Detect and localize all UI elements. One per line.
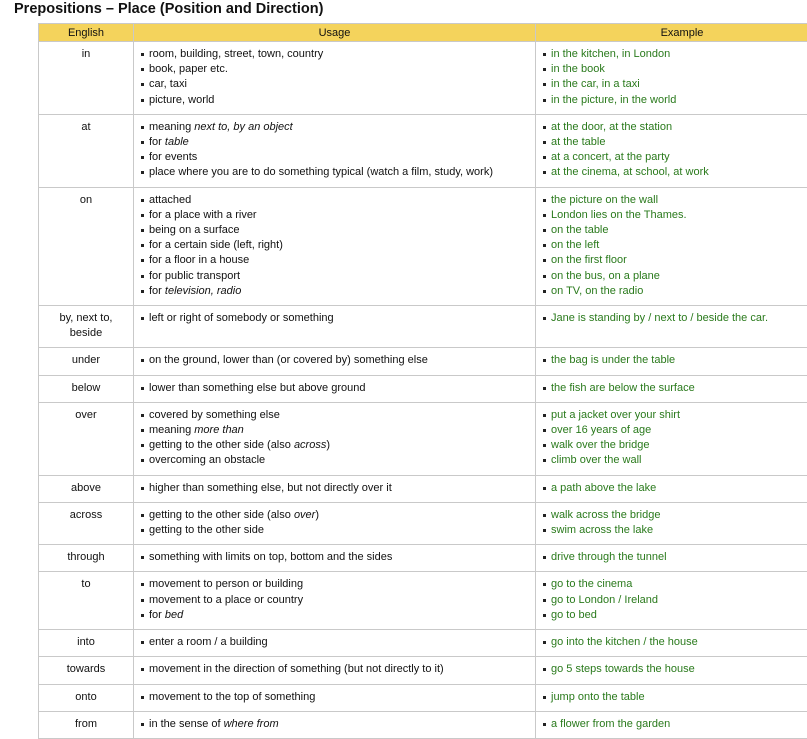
example-list <box>536 635 807 650</box>
usage-list <box>134 481 535 496</box>
usage-list <box>134 381 535 396</box>
example-item: go to London / Ireland <box>541 593 807 608</box>
example-item: climb over the wall <box>541 453 807 468</box>
preposition-cell: by, next to, beside <box>39 306 134 348</box>
example-item: in the book <box>541 62 807 77</box>
table-body <box>39 42 807 739</box>
usage-cell <box>134 42 536 115</box>
usage-item: covered by something else <box>139 408 535 423</box>
example-cell <box>536 348 807 375</box>
header-usage: Usage <box>134 24 536 42</box>
example-list <box>536 408 807 469</box>
table-row <box>39 187 807 305</box>
example-item: go to bed <box>541 608 807 623</box>
usage-item: for bed <box>139 608 535 623</box>
preposition-cell: at <box>39 114 134 187</box>
usage-item: enter a room / a building <box>139 635 535 650</box>
table-row <box>39 375 807 402</box>
usage-item: something with limits on top, bottom and the sides <box>139 550 535 565</box>
usage-cell <box>134 657 536 684</box>
usage-item: for a place with a river <box>139 208 535 223</box>
usage-item: room, building, street, town, country <box>139 47 535 62</box>
table-row <box>39 630 807 657</box>
usage-item: on the ground, lower than (or covered by) something else <box>139 353 535 368</box>
usage-list <box>134 353 535 368</box>
example-list <box>536 353 807 368</box>
usage-item: meaning next to, by an object <box>139 120 535 135</box>
example-item: in the kitchen, in London <box>541 47 807 62</box>
usage-cell <box>134 545 536 572</box>
usage-list <box>134 193 535 299</box>
example-item: go 5 steps towards the house <box>541 662 807 677</box>
example-item: on the bus, on a plane <box>541 269 807 284</box>
example-list <box>536 311 807 326</box>
preposition-cell: on <box>39 187 134 305</box>
header-example: Example <box>536 24 807 42</box>
usage-list <box>134 662 535 677</box>
example-item: Jane is standing by / next to / beside the car. <box>541 311 807 326</box>
usage-list <box>134 690 535 705</box>
usage-item: higher than something else, but not directly over it <box>139 481 535 496</box>
preposition-cell: to <box>39 572 134 630</box>
preposition-cell: into <box>39 630 134 657</box>
usage-item: for events <box>139 150 535 165</box>
table-row <box>39 502 807 544</box>
example-list <box>536 47 807 108</box>
usage-item: movement to a place or country <box>139 593 535 608</box>
usage-item: for a floor in a house <box>139 253 535 268</box>
usage-item: getting to the other side (also across) <box>139 438 535 453</box>
example-list <box>536 193 807 299</box>
example-item: go into the kitchen / the house <box>541 635 807 650</box>
usage-item: book, paper etc. <box>139 62 535 77</box>
example-cell <box>536 114 807 187</box>
table-row <box>39 572 807 630</box>
usage-cell <box>134 684 536 711</box>
example-cell <box>536 187 807 305</box>
example-item: a flower from the garden <box>541 717 807 732</box>
example-cell <box>536 711 807 738</box>
preposition-cell: above <box>39 475 134 502</box>
header-english: English <box>39 24 134 42</box>
example-item: swim across the lake <box>541 523 807 538</box>
table-row <box>39 684 807 711</box>
example-item: at a concert, at the party <box>541 150 807 165</box>
example-cell <box>536 402 807 475</box>
table-row <box>39 475 807 502</box>
table-row <box>39 657 807 684</box>
usage-item: overcoming an obstacle <box>139 453 535 468</box>
usage-item: being on a surface <box>139 223 535 238</box>
example-cell <box>536 545 807 572</box>
usage-cell <box>134 402 536 475</box>
usage-item: getting to the other side (also over) <box>139 508 535 523</box>
usage-item: left or right of somebody or something <box>139 311 535 326</box>
table-row <box>39 306 807 348</box>
usage-cell <box>134 502 536 544</box>
example-cell <box>536 475 807 502</box>
usage-cell <box>134 187 536 305</box>
example-cell <box>536 375 807 402</box>
example-item: jump onto the table <box>541 690 807 705</box>
usage-item: for public transport <box>139 269 535 284</box>
usage-list <box>134 508 535 538</box>
usage-cell <box>134 572 536 630</box>
page-title: Prepositions – Place (Position and Direction) <box>14 0 323 18</box>
usage-item: movement to person or building <box>139 577 535 592</box>
usage-list <box>134 717 535 732</box>
prepositions-table <box>38 23 807 739</box>
preposition-cell: in <box>39 42 134 115</box>
example-item: drive through the tunnel <box>541 550 807 565</box>
example-list <box>536 690 807 705</box>
example-item: on the first floor <box>541 253 807 268</box>
example-item: at the cinema, at school, at work <box>541 165 807 180</box>
usage-item: picture, world <box>139 93 535 108</box>
usage-cell <box>134 475 536 502</box>
table-row <box>39 711 807 738</box>
usage-item: car, taxi <box>139 77 535 92</box>
usage-list <box>134 550 535 565</box>
example-list <box>536 508 807 538</box>
usage-cell <box>134 375 536 402</box>
usage-item: lower than something else but above ground <box>139 381 535 396</box>
example-cell <box>536 42 807 115</box>
example-item: on TV, on the radio <box>541 284 807 299</box>
preposition-cell: through <box>39 545 134 572</box>
usage-list <box>134 408 535 469</box>
table-row <box>39 545 807 572</box>
example-item: the picture on the wall <box>541 193 807 208</box>
preposition-cell: below <box>39 375 134 402</box>
example-item: London lies on the Thames. <box>541 208 807 223</box>
usage-item: meaning more than <box>139 423 535 438</box>
usage-item: for television, radio <box>139 284 535 299</box>
usage-list <box>134 311 535 326</box>
example-item: go to the cinema <box>541 577 807 592</box>
example-list <box>536 717 807 732</box>
table-row <box>39 402 807 475</box>
example-item: the bag is under the table <box>541 353 807 368</box>
example-cell <box>536 502 807 544</box>
example-list <box>536 577 807 623</box>
usage-cell <box>134 306 536 348</box>
usage-item: for table <box>139 135 535 150</box>
usage-cell <box>134 630 536 657</box>
preposition-cell: towards <box>39 657 134 684</box>
example-item: over 16 years of age <box>541 423 807 438</box>
example-cell <box>536 630 807 657</box>
example-item: walk across the bridge <box>541 508 807 523</box>
usage-list <box>134 577 535 623</box>
usage-item: movement in the direction of something (but not directly to it) <box>139 662 535 677</box>
usage-cell <box>134 114 536 187</box>
example-list <box>536 381 807 396</box>
example-list <box>536 120 807 181</box>
table-header-row <box>39 24 807 42</box>
usage-list <box>134 120 535 181</box>
usage-cell <box>134 711 536 738</box>
example-cell <box>536 572 807 630</box>
example-item: walk over the bridge <box>541 438 807 453</box>
example-list <box>536 481 807 496</box>
example-item: in the picture, in the world <box>541 93 807 108</box>
table-row <box>39 114 807 187</box>
usage-item: attached <box>139 193 535 208</box>
table-row <box>39 42 807 115</box>
usage-item: for a certain side (left, right) <box>139 238 535 253</box>
example-cell <box>536 306 807 348</box>
preposition-cell: from <box>39 711 134 738</box>
example-cell <box>536 657 807 684</box>
example-item: put a jacket over your shirt <box>541 408 807 423</box>
example-cell <box>536 684 807 711</box>
example-list <box>536 662 807 677</box>
example-item: on the table <box>541 223 807 238</box>
example-item: the fish are below the surface <box>541 381 807 396</box>
table-row <box>39 348 807 375</box>
preposition-cell: under <box>39 348 134 375</box>
preposition-cell: over <box>39 402 134 475</box>
usage-item: getting to the other side <box>139 523 535 538</box>
usage-list <box>134 635 535 650</box>
usage-cell <box>134 348 536 375</box>
example-list <box>536 550 807 565</box>
usage-list <box>134 47 535 108</box>
example-item: in the car, in a taxi <box>541 77 807 92</box>
example-item: on the left <box>541 238 807 253</box>
usage-item: place where you are to do something typical (watch a film, study, work) <box>139 165 535 180</box>
preposition-cell: across <box>39 502 134 544</box>
preposition-cell: onto <box>39 684 134 711</box>
example-item: at the table <box>541 135 807 150</box>
example-item: at the door, at the station <box>541 120 807 135</box>
example-item: a path above the lake <box>541 481 807 496</box>
usage-item: movement to the top of something <box>139 690 535 705</box>
usage-item: in the sense of where from <box>139 717 535 732</box>
